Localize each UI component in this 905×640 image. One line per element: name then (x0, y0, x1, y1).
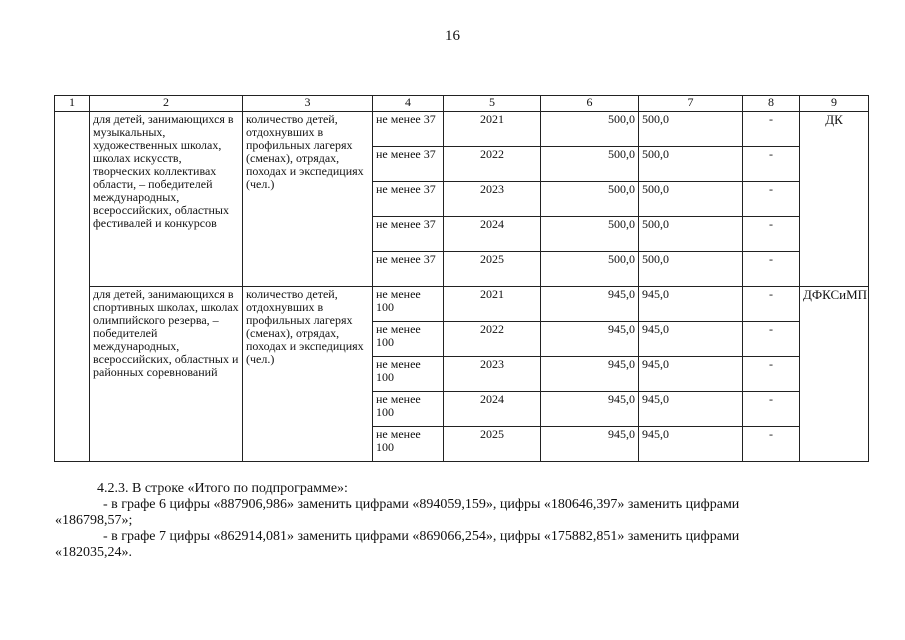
cell-col6: 945,0 (541, 322, 639, 357)
table-row (55, 112, 869, 147)
cell-col7: 945,0 (639, 357, 743, 392)
cell-col6: 945,0 (541, 392, 639, 427)
header-cell: 1 (55, 96, 90, 112)
cell-col6: 945,0 (541, 287, 639, 322)
cell-col7: 945,0 (639, 322, 743, 357)
cell-col8: - (743, 392, 800, 427)
page-number: 16 (445, 28, 460, 44)
cell-col8: - (743, 217, 800, 252)
cell-col8: - (743, 322, 800, 357)
header-cell: 3 (243, 96, 373, 112)
cell-executor: ДК (800, 112, 869, 287)
cell-minimum: не менее 100 (373, 322, 444, 357)
cell-year: 2025 (444, 427, 541, 462)
cell-col7: 945,0 (639, 427, 743, 462)
cell-col8: - (743, 357, 800, 392)
amendment-item-tail: «182035,24». (55, 545, 132, 560)
cell-col8: - (743, 112, 800, 147)
cell-year: 2022 (444, 147, 541, 182)
cell-minimum: не менее 100 (373, 287, 444, 322)
cell-col8: - (743, 182, 800, 217)
cell-col7: 500,0 (639, 182, 743, 217)
header-cell: 7 (639, 96, 743, 112)
amendment-item-text: - в графе 7 цифры «862914,081» заменить цифрами «869066,254», цифры «175882,851» заменить цифрами (103, 529, 740, 544)
cell-category: для детей, занимающихся в музыкальных, художественных школах, школах искусств, творческих коллективах области, – победителей международных, всероссийских, областных фестивалей и конкурсов (90, 112, 243, 287)
cell-col8: - (743, 287, 800, 322)
amendment-item (55, 529, 844, 561)
cell-year: 2025 (444, 252, 541, 287)
cell-year: 2023 (444, 182, 541, 217)
cell-col6: 500,0 (541, 217, 639, 252)
cell-col6: 500,0 (541, 147, 639, 182)
cell-col6: 500,0 (541, 182, 639, 217)
header-cell: 5 (444, 96, 541, 112)
cell-col6: 945,0 (541, 427, 639, 462)
cell-col7: 500,0 (639, 217, 743, 252)
cell-minimum: не менее 37 (373, 182, 444, 217)
amendment-text (55, 481, 844, 561)
cell-year: 2024 (444, 217, 541, 252)
header-cell: 6 (541, 96, 639, 112)
cell-col6: 945,0 (541, 357, 639, 392)
amendment-item-text: - в графе 6 цифры «887906,986» заменить цифрами «894059,159», цифры «180646,397» заменить цифрами (103, 497, 740, 512)
cell-year: 2023 (444, 357, 541, 392)
cell-minimum: не менее 37 (373, 252, 444, 287)
amendment-item (55, 497, 844, 529)
amendment-item-tail: «186798,57»; (55, 513, 133, 528)
cell-col7: 500,0 (639, 147, 743, 182)
cell-col8: - (743, 252, 800, 287)
cell-minimum: не менее 37 (373, 112, 444, 147)
cell-minimum: не менее 37 (373, 217, 444, 252)
header-cell: 4 (373, 96, 444, 112)
cell-year: 2022 (444, 322, 541, 357)
cell-category: для детей, занимающихся в спортивных школах, школах олимпийского резерва, – победителей международных, всероссийских, областных и районных соревнований (90, 287, 243, 462)
cell-col8: - (743, 147, 800, 182)
table-row (55, 287, 869, 322)
cell-executor: ДФКСиМП (800, 287, 869, 462)
cell-col7: 945,0 (639, 392, 743, 427)
cell-year: 2021 (444, 287, 541, 322)
cell-col7: 500,0 (639, 112, 743, 147)
cell-minimum: не менее 100 (373, 357, 444, 392)
cell-year: 2024 (444, 392, 541, 427)
amendment-heading: 4.2.3. В строке «Итого по подпрограмме»: (97, 481, 348, 496)
cell-col7: 945,0 (639, 287, 743, 322)
table-header (55, 96, 869, 112)
cell-col8: - (743, 427, 800, 462)
cell-minimum: не менее 37 (373, 147, 444, 182)
header-cell: 2 (90, 96, 243, 112)
data-table (54, 95, 869, 462)
cell-minimum: не менее 100 (373, 392, 444, 427)
cell-col6: 500,0 (541, 252, 639, 287)
cell-col1 (55, 112, 90, 462)
table-body (55, 112, 869, 462)
cell-col7: 500,0 (639, 252, 743, 287)
header-cell: 9 (800, 96, 869, 112)
cell-indicator: количество детей, отдохнувших в профильных лагерях (сменах), отрядах, походах и экспедициях (чел.) (243, 287, 373, 462)
header-cell: 8 (743, 96, 800, 112)
cell-col6: 500,0 (541, 112, 639, 147)
cell-year: 2021 (444, 112, 541, 147)
cell-indicator: количество детей, отдохнувших в профильных лагерях (сменах), отрядах, походах и экспедициях (чел.) (243, 112, 373, 287)
cell-minimum: не менее 100 (373, 427, 444, 462)
